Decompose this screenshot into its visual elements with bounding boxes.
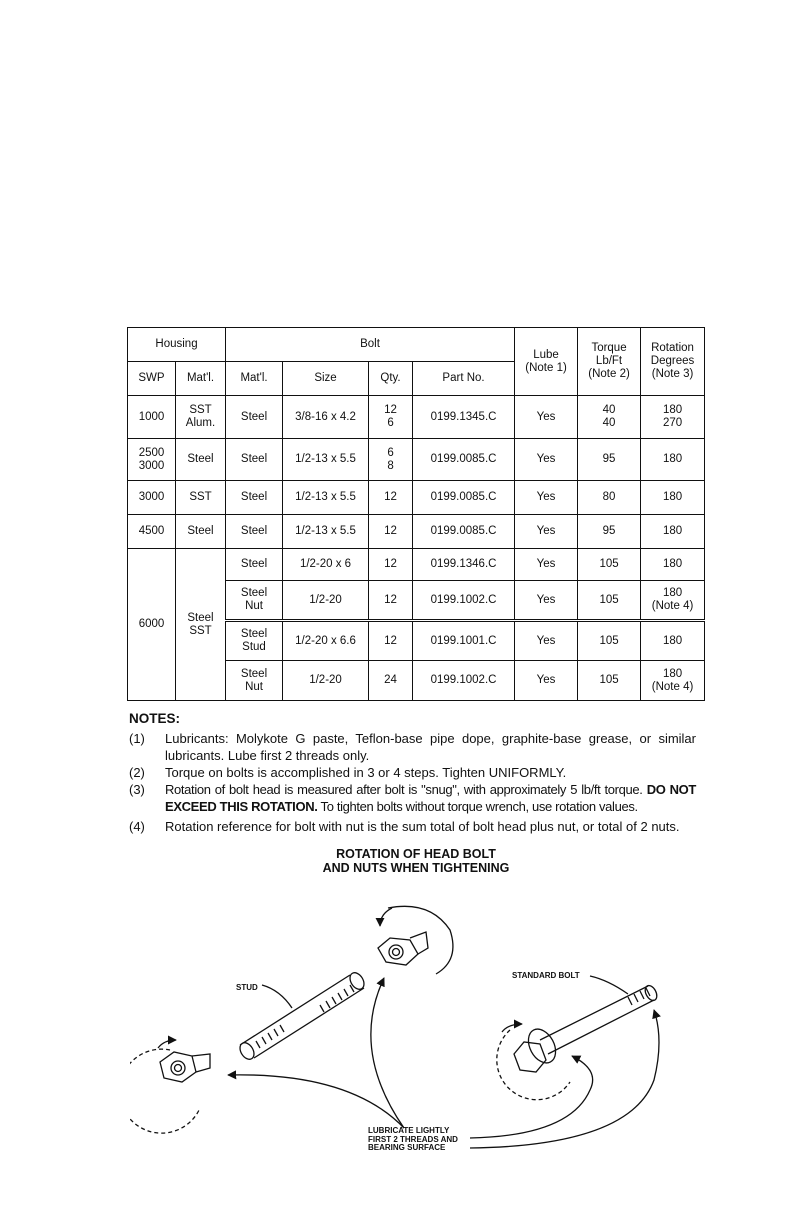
cell-rotation: 180 bbox=[641, 549, 705, 581]
cell-bolt-matl: Steel bbox=[226, 439, 283, 481]
cell-torque: 105 bbox=[578, 549, 641, 581]
header-qty: Qty. bbox=[369, 362, 413, 396]
cell-bolt-matl: Steel bbox=[226, 396, 283, 439]
cell-lube: Yes bbox=[515, 581, 578, 621]
cell-torque: 40 40 bbox=[578, 396, 641, 439]
cell-swp: 6000 bbox=[128, 549, 176, 701]
lubricate-label: LUBRICATE LIGHTLY FIRST 2 THREADS AND BEARING SURFACE bbox=[368, 1126, 458, 1152]
cell-housing-matl: SST Alum. bbox=[176, 396, 226, 439]
standard-bolt-leader bbox=[590, 976, 628, 994]
cell-part-no: 0199.0085.C bbox=[413, 439, 515, 481]
cell-housing-matl: Steel bbox=[176, 439, 226, 481]
stud-label: STUD bbox=[236, 983, 258, 992]
header-size: Size bbox=[283, 362, 369, 396]
cell-qty: 12 bbox=[369, 581, 413, 621]
cell-bolt-matl: Steel Stud bbox=[226, 621, 283, 661]
cell-qty: 12 bbox=[369, 515, 413, 549]
header-lube: Lube (Note 1) bbox=[515, 328, 578, 396]
cell-size: 1/2-20 bbox=[283, 661, 369, 701]
table-row bbox=[128, 481, 705, 515]
note-4: (4) Rotation reference for bolt with nut is the sum total of bolt head plus nut, or total of 2 nuts. bbox=[129, 819, 680, 834]
notes-heading: NOTES: bbox=[129, 711, 181, 726]
standard-bolt-label: STANDARD BOLT bbox=[512, 971, 580, 980]
cell-lube: Yes bbox=[515, 396, 578, 439]
torque-spec-table bbox=[127, 327, 705, 701]
lube-arrow-bolt-threads bbox=[470, 1010, 659, 1148]
bolt-rotation-diagram bbox=[130, 890, 690, 1160]
cell-size: 1/2-20 x 6.6 bbox=[283, 621, 369, 661]
cell-housing-matl: Steel SST bbox=[176, 549, 226, 701]
table-row bbox=[128, 439, 705, 481]
header-part-no: Part No. bbox=[413, 362, 515, 396]
cell-torque: 105 bbox=[578, 581, 641, 621]
header-torque: Torque Lb/Ft (Note 2) bbox=[578, 328, 641, 396]
cell-qty: 12 bbox=[369, 481, 413, 515]
table-row bbox=[128, 549, 705, 581]
cell-size: 1/2-13 x 5.5 bbox=[283, 515, 369, 549]
stud-leader bbox=[262, 985, 292, 1008]
cell-swp: 1000 bbox=[128, 396, 176, 439]
note-1: (1) Lubricants: Molykote G paste, Teflon-base pipe dope, graphite-base grease, or similar lubricants. Lube first 2 threads only. bbox=[129, 731, 696, 763]
top-nut-drawing bbox=[378, 906, 453, 974]
cell-lube: Yes bbox=[515, 621, 578, 661]
cell-torque: 105 bbox=[578, 621, 641, 661]
cell-lube: Yes bbox=[515, 515, 578, 549]
cell-rotation: 180 bbox=[641, 481, 705, 515]
cell-rotation: 180 (Note 4) bbox=[641, 581, 705, 621]
cell-qty: 12 bbox=[369, 549, 413, 581]
table-row bbox=[128, 515, 705, 549]
cell-qty: 6 8 bbox=[369, 439, 413, 481]
cell-torque: 105 bbox=[578, 661, 641, 701]
cell-qty: 12 bbox=[369, 621, 413, 661]
lube-arrow-bolt-head bbox=[470, 1056, 593, 1138]
cell-bolt-matl: Steel Nut bbox=[226, 581, 283, 621]
cell-size: 3/8-16 x 4.2 bbox=[283, 396, 369, 439]
cell-bolt-matl: Steel bbox=[226, 515, 283, 549]
cell-qty: 24 bbox=[369, 661, 413, 701]
cell-torque: 95 bbox=[578, 439, 641, 481]
cell-bolt-matl: Steel Nut bbox=[226, 661, 283, 701]
cell-lube: Yes bbox=[515, 439, 578, 481]
note-3: (3) Rotation of bolt head is measured after bolt is "snug", with approximately 5 lb/ft torque. DO NOT EXCEED THIS ROTATION. To tighten bolts without torque wrench, use rotation values. bbox=[129, 782, 697, 814]
lube-arrow-left-nut bbox=[228, 1075, 404, 1128]
cell-rotation: 180 bbox=[641, 515, 705, 549]
note-3-warning: DO NOT EXCEED THIS ROTATION. bbox=[165, 782, 697, 814]
header-swp: SWP bbox=[128, 362, 176, 396]
cell-part-no: 0199.1002.C bbox=[413, 661, 515, 701]
header-housing: Housing bbox=[128, 328, 226, 362]
header-bolt-matl: Mat'l. bbox=[226, 362, 283, 396]
table-row bbox=[128, 396, 705, 439]
cell-size: 1/2-13 x 5.5 bbox=[283, 439, 369, 481]
cell-size: 1/2-20 bbox=[283, 581, 369, 621]
cell-swp: 4500 bbox=[128, 515, 176, 549]
cell-rotation: 180 bbox=[641, 439, 705, 481]
cell-housing-matl: SST bbox=[176, 481, 226, 515]
cell-part-no: 0199.1001.C bbox=[413, 621, 515, 661]
cell-bolt-matl: Steel bbox=[226, 481, 283, 515]
cell-swp: 2500 3000 bbox=[128, 439, 176, 481]
cell-part-no: 0199.0085.C bbox=[413, 515, 515, 549]
cell-part-no: 0199.1345.C bbox=[413, 396, 515, 439]
cell-part-no: 0199.0085.C bbox=[413, 481, 515, 515]
cell-bolt-matl: Steel bbox=[226, 549, 283, 581]
cell-lube: Yes bbox=[515, 661, 578, 701]
header-rotation: Rotation Degrees (Note 3) bbox=[641, 328, 705, 396]
cell-size: 1/2-13 x 5.5 bbox=[283, 481, 369, 515]
cell-rotation: 180 bbox=[641, 621, 705, 661]
cell-part-no: 0199.1346.C bbox=[413, 549, 515, 581]
cell-rotation: 180 270 bbox=[641, 396, 705, 439]
cell-rotation: 180 (Note 4) bbox=[641, 661, 705, 701]
cell-part-no: 0199.1002.C bbox=[413, 581, 515, 621]
standard-bolt-drawing bbox=[497, 984, 659, 1100]
header-housing-matl: Mat'l. bbox=[176, 362, 226, 396]
cell-swp: 3000 bbox=[128, 481, 176, 515]
cell-housing-matl: Steel bbox=[176, 515, 226, 549]
cell-torque: 80 bbox=[578, 481, 641, 515]
diagram-title: ROTATION OF HEAD BOLT AND NUTS WHEN TIGHTENING bbox=[322, 847, 510, 875]
cell-lube: Yes bbox=[515, 481, 578, 515]
header-bolt: Bolt bbox=[226, 328, 515, 362]
cell-lube: Yes bbox=[515, 549, 578, 581]
note-2: (2) Torque on bolts is accomplished in 3 or 4 steps. Tighten UNIFORMLY. bbox=[129, 765, 567, 780]
cell-size: 1/2-20 x 6 bbox=[283, 549, 369, 581]
left-nut-drawing bbox=[130, 1040, 210, 1133]
cell-qty: 12 6 bbox=[369, 396, 413, 439]
cell-torque: 95 bbox=[578, 515, 641, 549]
